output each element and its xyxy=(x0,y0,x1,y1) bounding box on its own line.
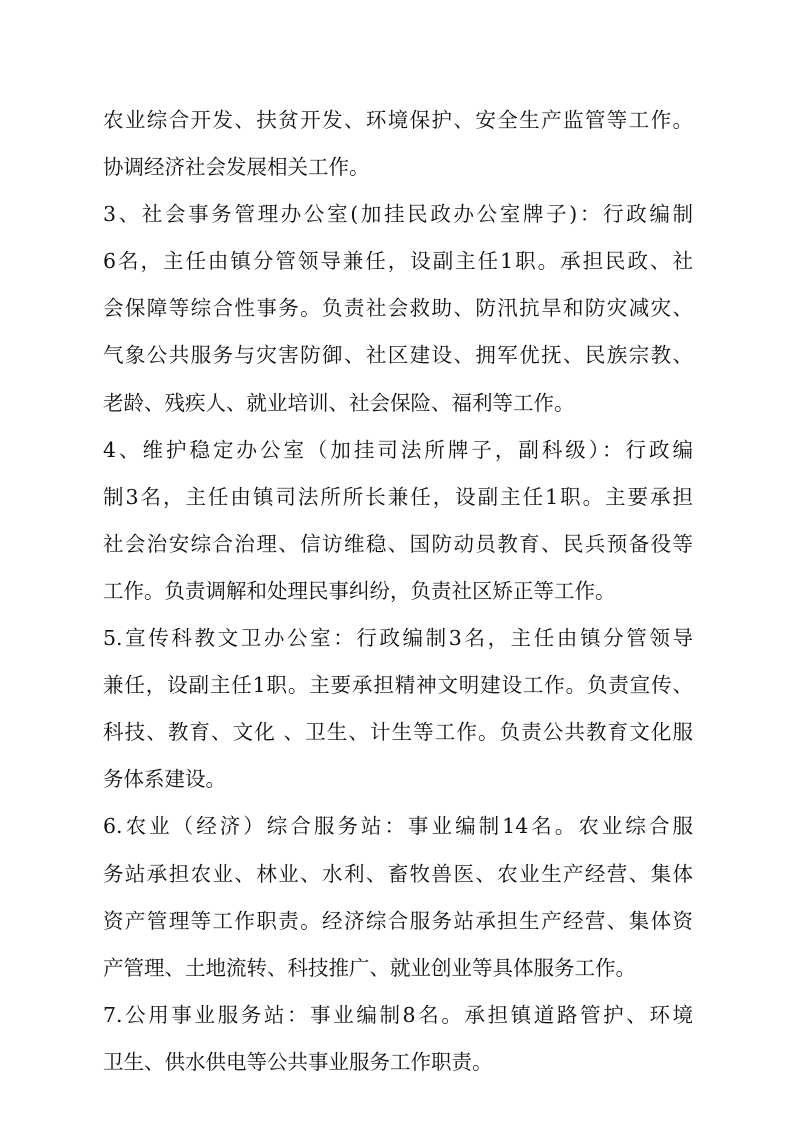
text-line-5: 会保障等综合性事务。负责社会救助、防汛抗旱和防灾减灾、 xyxy=(103,296,693,321)
text-line-21: 卫生、供水供电等公共事业服务工作职责。 xyxy=(103,1049,493,1074)
text-line-10: 社会治安综合治理、信访维稳、国防动员教育、民兵预备役等 xyxy=(103,531,693,556)
text-line-2: 协调经济社会发展相关工作。 xyxy=(103,155,370,180)
document-body xyxy=(103,97,693,1086)
text-line-8: 4、维护稳定办公室（加挂司法所牌子，副科级）：行政编 xyxy=(103,437,693,462)
text-line-18: 资产管理等工作职责。经济综合服务站承担生产经营、集体资 xyxy=(103,908,693,933)
text-line-20: 7.公用事业服务站：事业编制8名。承担镇道路管护、环境 xyxy=(103,1002,693,1027)
text-line-16: 6.农业（经济）综合服务站：事业编制14名。农业综合服 xyxy=(103,814,693,839)
text-line-4: 6名，主任由镇分管领导兼任，设副主任1职。承担民政、社 xyxy=(103,249,693,274)
text-line-13: 兼任，设副主任1职。主要承担精神文明建设工作。负责宣传、 xyxy=(103,673,693,698)
text-line-19: 产管理、土地流转、科技推广、就业创业等具体服务工作。 xyxy=(103,955,636,980)
text-line-7: 老龄、残疾人、就业培训、社会保险、福利等工作。 xyxy=(103,390,575,415)
text-line-3: 3、社会事务管理办公室(加挂民政办公室牌子)：行政编制 xyxy=(103,202,693,227)
text-line-15: 务体系建设。 xyxy=(103,767,226,792)
text-line-9: 制3名，主任由镇司法所所长兼任，设副主任1职。主要承担 xyxy=(103,484,693,509)
text-line-11: 工作。负责调解和处理民事纠纷，负责社区矫正等工作。 xyxy=(103,578,616,603)
text-line-17: 务站承担农业、林业、水利、畜牧兽医、农业生产经营、集体 xyxy=(103,861,693,886)
text-line-6: 气象公共服务与灾害防御、社区建设、拥军优抚、民族宗教、 xyxy=(103,343,693,368)
text-line-12: 5.宣传科教文卫办公室：行政编制3名，主任由镇分管领导 xyxy=(103,626,693,651)
text-line-14: 科技、教育、文化 、卫生、计生等工作。负责公共教育文化服 xyxy=(103,720,693,745)
text-line-1: 农业综合开发、扶贫开发、环境保护、安全生产监管等工作。 xyxy=(103,108,693,132)
